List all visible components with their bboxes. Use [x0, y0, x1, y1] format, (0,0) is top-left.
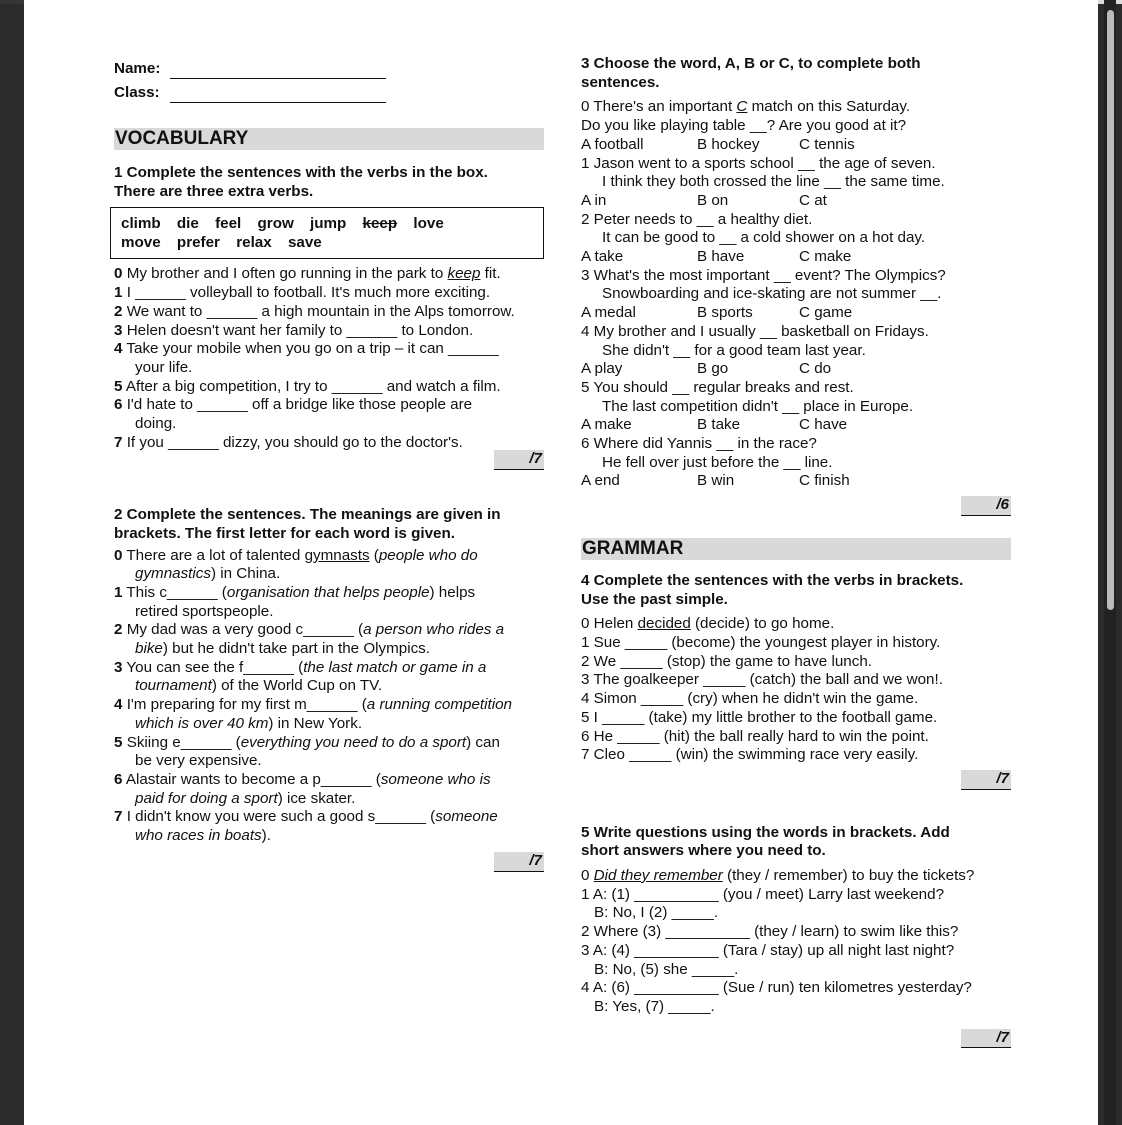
ex2-item: 6 Alastair wants to become a p______ (someone who is	[114, 770, 491, 788]
ex3-item: 5 You should __ regular breaks and rest.	[581, 378, 854, 396]
ex3-instruction: 3 Choose the word, A, B or C, to complete both	[581, 55, 921, 72]
ex3-item: 2 Peter needs to __ a healthy diet.	[581, 210, 813, 228]
ex4-example: 0 Helen decided (decide) to go home.	[581, 615, 835, 633]
ex1-item: 1 I ______ volleyball to football. It's much more exciting.	[114, 284, 491, 302]
word-grow: grow	[257, 215, 294, 233]
ex2-instruction: 2 Complete the sentences. The meanings are given in	[114, 506, 501, 524]
ex4-item: 4 Simon _____ (cry) when he didn't win the game.	[581, 690, 919, 708]
ex3-example-2: Do you like playing table __? Are you good at it?	[581, 117, 907, 135]
ex3-instruction-2: sentences.	[581, 73, 660, 91]
ex1-item-cont: doing.	[135, 415, 177, 433]
ex2-item-cont: be very expensive.	[135, 752, 262, 770]
word-move: move	[121, 234, 161, 252]
ex2-item: 1 This c______ (organisation that helps people) helps	[114, 583, 476, 601]
ex5-example: 0 Did they remember (they / remember) to buy the tickets?	[581, 867, 975, 885]
scrollbar[interactable]	[1104, 0, 1116, 1125]
ex1-item: 0 My brother and I often go running in the park to keep fit.	[114, 265, 501, 283]
ex2-item: 5 Skiing e______ (everything you need to do a sport) can	[114, 733, 500, 751]
word-die: die	[176, 215, 199, 233]
class-field[interactable]	[170, 88, 386, 103]
word-feel: feel	[215, 215, 242, 233]
ex5-item: B: No, (5) she _____.	[594, 960, 739, 978]
ex1-item: 2 We want to ______ a high mountain in the Alps tomorrow.	[114, 302, 515, 320]
ex3-item-2: He fell over just before the __ line.	[602, 453, 833, 471]
ex3-item: 1 Jason went to a sports school __ the age of seven.	[581, 154, 936, 172]
ex2-item-cont: bike) but he didn't take part in the Olympics.	[135, 640, 430, 658]
word-keep: keep	[362, 215, 398, 233]
ex4-item: 7 Cleo _____ (win) the swimming race very easily.	[581, 746, 919, 764]
ex2-item: 0 There are a lot of talented gymnasts (people who do	[114, 546, 478, 564]
name-field[interactable]	[170, 64, 386, 79]
ex5-instruction-2: short answers where you need to.	[581, 842, 826, 860]
ex2-items	[114, 547, 544, 846]
ex1-item: 3 Helen doesn't want her family to ______ to London.	[114, 321, 474, 339]
ex3-example: 0 There's an important C match on this Saturday.	[581, 98, 911, 116]
ex3-item-2: She didn't __ for a good team last year.	[602, 341, 866, 359]
ex5-score: /7	[581, 1029, 1011, 1049]
word-save: save	[287, 234, 322, 252]
ex4-item: 1 Sue _____ (become) the youngest player in history.	[581, 633, 941, 651]
ex5-item: B: Yes, (7) _____.	[594, 997, 715, 1015]
ex1-item: 6 I'd hate to ______ off a bridge like those people are	[114, 396, 473, 414]
word-relax: relax	[236, 234, 272, 252]
ex2-item-cont: paid for doing a sport) ice skater.	[135, 789, 356, 807]
ex3-options: A end B win C finish	[581, 472, 850, 490]
ex3-item-2: I think they both crossed the line __ the same time.	[602, 173, 945, 191]
ex2-item-cont: gymnastics) in China.	[135, 565, 281, 583]
ex2-item-cont: tournament) of the World Cup on TV.	[135, 677, 383, 695]
word-prefer: prefer	[176, 234, 220, 252]
ex2-item: 4 I'm preparing for my first m______ (a running competition	[114, 696, 512, 714]
ex2-item-cont: retired sportspeople.	[135, 602, 274, 620]
word-climb: climb	[121, 215, 161, 233]
ex3-item-2: The last competition didn't __ place in Europe.	[602, 397, 914, 415]
vocabulary-heading: VOCABULARY	[114, 128, 544, 150]
class-label: Class:	[114, 84, 160, 102]
ex1-score: /7	[114, 450, 544, 470]
ex3-example-options: A football B hockey C tennis	[581, 135, 855, 153]
ex3-options: A take B have C make	[581, 248, 852, 266]
ex5-instruction: 5 Write questions using the words in brackets. Add	[581, 823, 950, 841]
ex4-instruction: 4 Complete the sentences with the verbs in brackets.	[581, 571, 964, 589]
ex3-options: A play B go C do	[581, 360, 832, 378]
scrollbar-thumb[interactable]	[1107, 10, 1114, 610]
name-label: Name:	[114, 60, 161, 78]
ex2-item: 2 My dad was a very good c______ (a person who rides a	[114, 621, 505, 639]
ex2-score: /7	[114, 852, 544, 872]
ex1-item: 5 After a big competition, I try to ______ and watch a film.	[114, 377, 501, 395]
ex2-item: 7 I didn't know you were such a good s______ (someone	[114, 808, 498, 826]
ex2-instruction-2: brackets. The first letter for each word is given.	[114, 524, 455, 542]
name-row	[114, 55, 544, 79]
ex3-items	[581, 155, 1011, 492]
word-love: love	[413, 215, 444, 233]
ex1-instruction: 1 Complete the sentences with the verbs in the box.	[114, 164, 488, 181]
ex5-item: B: No, I (2) _____.	[594, 904, 719, 922]
ex2-item-cont: who races in boats).	[135, 827, 271, 845]
ex1-item-cont: your life.	[135, 358, 193, 376]
ex2-item-cont: which is over 40 km) in New York.	[135, 714, 363, 732]
ex4-item: 3 The goalkeeper _____ (catch) the ball and we won!.	[581, 671, 943, 689]
ex4-item: 6 He _____ (hit) the ball really hard to win the point.	[581, 727, 929, 745]
ex3-options: A make B take C have	[581, 416, 848, 434]
ex1-items	[114, 265, 544, 452]
ex2-item: 3 You can see the f______ (the last match or game in a	[114, 658, 487, 676]
ex1-item: 4 Take your mobile when you go on a trip – it can ______	[114, 340, 499, 358]
left-column	[114, 55, 544, 872]
ex5-item: 1 A: (1) __________ (you / meet) Larry last weekend?	[581, 885, 945, 903]
ex5-item: 2 Where (3) __________ (they / learn) to swim like this?	[581, 923, 959, 941]
right-column	[581, 55, 1011, 1048]
grammar-heading: GRAMMAR	[581, 538, 1011, 560]
ex3-item: 4 My brother and I usually __ basketball on Fridays.	[581, 322, 929, 340]
ex3-item: 6 Where did Yannis __ in the race?	[581, 435, 817, 453]
ex5-item: 3 A: (4) __________ (Tara / stay) up all night last night?	[581, 941, 955, 959]
ex4-item: 2 We _____ (stop) the game to have lunch.	[581, 652, 872, 670]
ex1-item: 7 If you ______ dizzy, you should go to the doctor's.	[114, 433, 463, 451]
class-row	[114, 79, 544, 103]
ex3-options: A in B on C at	[581, 191, 827, 209]
ex5-item: 4 A: (6) __________ (Sue / run) ten kilometres yesterday?	[581, 979, 972, 997]
ex1-instruction-2: There are three extra verbs.	[114, 182, 314, 200]
ex4-instruction-2: Use the past simple.	[581, 590, 728, 608]
ex3-item-2: It can be good to __ a cold shower on a hot day.	[602, 229, 926, 247]
ex3-item-2: Snowboarding and ice-skating are not summer __.	[602, 285, 942, 303]
word-jump: jump	[310, 215, 347, 233]
ex3-item: 3 What's the most important __ event? The Olympics?	[581, 266, 946, 284]
ex3-options: A medal B sports C game	[581, 304, 853, 322]
ex4-item: 5 I _____ (take) my little brother to the football game.	[581, 708, 938, 726]
ex3-score: /6	[581, 496, 1011, 516]
ex4-score: /7	[581, 770, 1011, 790]
word-box	[110, 207, 544, 259]
